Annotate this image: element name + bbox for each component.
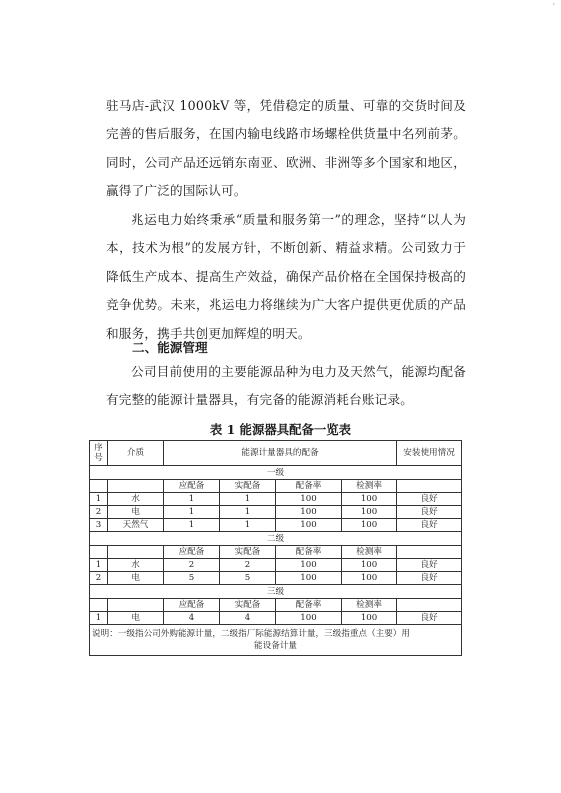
header-install: 安装使用情况	[397, 441, 462, 466]
cell-actual: 1	[220, 519, 276, 532]
cell-seq: 1	[90, 493, 108, 506]
energy-meter-table	[89, 440, 462, 656]
table-note	[90, 625, 462, 656]
level-title: 三级	[90, 585, 462, 599]
empty-cell	[90, 599, 108, 612]
section-heading-energy-management: 二、能源管理	[132, 340, 208, 355]
table-row	[90, 559, 462, 572]
column-header: 实配备	[220, 599, 276, 612]
column-header: 检测率	[342, 480, 397, 493]
header-seq: 序号	[90, 441, 108, 466]
empty-cell	[397, 480, 462, 493]
header-medium: 介质	[108, 441, 164, 466]
column-header: 配备率	[276, 480, 342, 493]
cell-required: 1	[164, 506, 220, 519]
cell-medium: 水	[108, 493, 164, 506]
corner-mark: '	[552, 2, 555, 11]
column-header: 检测率	[342, 599, 397, 612]
level-title: 一级	[90, 466, 462, 480]
table-caption: 表 1 能源器具配备一览表	[209, 422, 352, 437]
cell-medium: 电	[108, 506, 164, 519]
column-header: 实配备	[220, 546, 276, 559]
header-config: 能源计量器具的配备	[164, 441, 397, 466]
empty-cell	[90, 546, 108, 559]
cell-test: 100	[342, 506, 397, 519]
cell-actual: 1	[220, 506, 276, 519]
cell-medium: 水	[108, 559, 164, 572]
cell-rate: 100	[276, 519, 342, 532]
cell-status: 良好	[397, 572, 462, 585]
table-note-line2: 能设备计量	[254, 641, 298, 651]
paragraph-energy-types: 公司目前使用的主要能源品种为电力及天然气，能源均配备有完整的能源计量器具，有完备的能源消耗台账记录。	[106, 364, 466, 408]
cell-rate: 100	[276, 493, 342, 506]
cell-seq: 1	[90, 612, 108, 625]
level-columns-row	[90, 546, 462, 559]
table-header-row	[90, 441, 462, 466]
level-title: 二级	[90, 532, 462, 546]
level-title-row	[90, 532, 462, 546]
cell-actual: 4	[220, 612, 276, 625]
empty-cell	[108, 480, 164, 493]
level-title-row	[90, 466, 462, 480]
empty-cell	[90, 480, 108, 493]
cell-test: 100	[342, 559, 397, 572]
level-title-row	[90, 585, 462, 599]
cell-seq: 2	[90, 506, 108, 519]
cell-required: 2	[164, 559, 220, 572]
column-header: 配备率	[276, 546, 342, 559]
table-row	[90, 493, 462, 506]
paragraph-company-sales: 驻马店-武汉 1000kV 等，凭借稳定的质量、可靠的交货时间及完善的售后服务，在国内输电线路市场螺栓供货量中名列前茅。同时，公司产品还远销东南亚、欧洲、非洲等多个国家和地区，赢得了广泛的国际认可。	[106, 98, 466, 199]
cell-test: 100	[342, 519, 397, 532]
empty-cell	[397, 599, 462, 612]
cell-status: 良好	[397, 612, 462, 625]
column-header: 应配备	[164, 599, 220, 612]
column-header: 检测率	[342, 546, 397, 559]
cell-actual: 1	[220, 493, 276, 506]
empty-cell	[397, 546, 462, 559]
empty-cell	[108, 599, 164, 612]
table-row	[90, 506, 462, 519]
empty-cell	[108, 546, 164, 559]
cell-required: 5	[164, 572, 220, 585]
cell-actual: 5	[220, 572, 276, 585]
cell-rate: 100	[276, 612, 342, 625]
cell-required: 1	[164, 493, 220, 506]
cell-medium: 电	[108, 612, 164, 625]
cell-seq: 1	[90, 559, 108, 572]
cell-test: 100	[342, 612, 397, 625]
cell-status: 良好	[397, 559, 462, 572]
cell-test: 100	[342, 493, 397, 506]
level-columns-row	[90, 480, 462, 493]
cell-required: 4	[164, 612, 220, 625]
cell-seq: 3	[90, 519, 108, 532]
table-row	[90, 572, 462, 585]
cell-status: 良好	[397, 493, 462, 506]
cell-rate: 100	[276, 572, 342, 585]
column-header: 实配备	[220, 480, 276, 493]
cell-medium: 电	[108, 572, 164, 585]
cell-status: 良好	[397, 506, 462, 519]
cell-seq: 2	[90, 572, 108, 585]
table-note-line1: 说明：一级指公司外购能源计量，二级指厂际能源结算计量，三级指重点（主要）用	[92, 629, 410, 639]
table-row	[90, 612, 462, 625]
table-note-row	[90, 625, 462, 656]
cell-required: 1	[164, 519, 220, 532]
cell-test: 100	[342, 572, 397, 585]
column-header: 配备率	[276, 599, 342, 612]
column-header: 应配备	[164, 480, 220, 493]
paragraph-company-philosophy: 兆运电力始终秉承“质量和服务第一”的理念，坚持“以人为本，技术为根”的发展方针，不断创新、精益求精。公司致力于降低生产成本、提高生产效益，确保产品价格在全国保持极高的竞争优势。未来，兆运电力将继续为广大客户提供更优质的产品和服务，携手共创更加辉煌的明天。	[106, 212, 466, 341]
cell-rate: 100	[276, 506, 342, 519]
column-header: 应配备	[164, 546, 220, 559]
level-columns-row	[90, 599, 462, 612]
cell-status: 良好	[397, 519, 462, 532]
cell-medium: 天然气	[108, 519, 164, 532]
table-row	[90, 519, 462, 532]
cell-actual: 2	[220, 559, 276, 572]
cell-rate: 100	[276, 559, 342, 572]
